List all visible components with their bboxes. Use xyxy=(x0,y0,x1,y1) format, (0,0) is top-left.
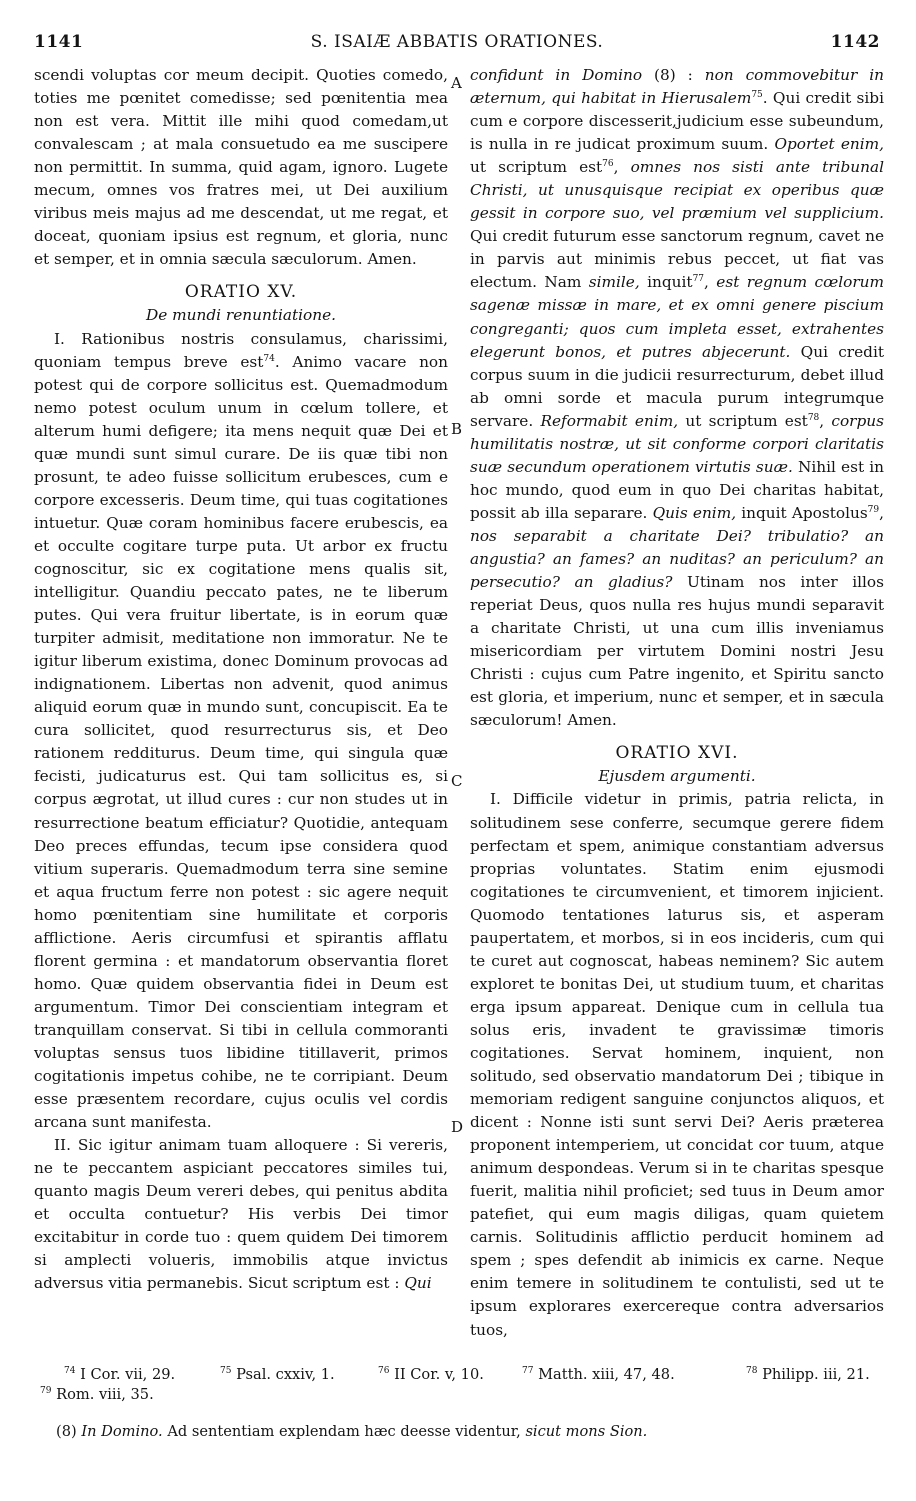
r1-italic2: non commovebitur in æternum, qui habitat in Hierusalem xyxy=(470,66,884,108)
r5-italic2: nos separabit a charitate Dei? tribulatio? an angustia? an fames? an nuditas? an periculum? an persecutio? an gladius? xyxy=(470,526,884,592)
r5-italic: Quis enim, xyxy=(652,503,737,522)
r2-text2: , xyxy=(613,158,631,177)
footnote-74 xyxy=(64,1365,175,1385)
r4-text: Qui credit corpus suum in die judicii resurrecturum, debet illud ab omni sorde et macula purum integrumque servare. xyxy=(470,342,884,430)
running-title: S. ISAIÆ ABBATIS ORATIONES. xyxy=(310,32,604,52)
r5-text: Nihil est in hoc mundo, quod eum in quo Dei charitas habitat, possit ab illa separare. xyxy=(470,457,884,522)
footnote-77-text: Matth. xiii, 47, 48. xyxy=(533,1366,675,1383)
footnote-ref-79: 79 xyxy=(867,504,880,515)
oration-xv-paragraph-1 xyxy=(34,328,448,1135)
footnote-line-2 xyxy=(34,1385,880,1405)
r5-text3: , xyxy=(879,503,884,522)
r3-text2: inquit xyxy=(639,273,693,292)
footnote-76-num: 76 xyxy=(378,1366,390,1377)
footnote-79-text: Rom. viii, 35. xyxy=(51,1386,154,1403)
footnote-ref-76: 76 xyxy=(602,159,614,170)
para1-text-a: I. Rationibus nostris consulamus, charissimi, quoniam tempus breve est xyxy=(34,329,448,371)
critical-note-text: Ad sententiam explendam hæc deesse videntur, xyxy=(162,1423,526,1440)
footnote-line-1 xyxy=(34,1365,880,1385)
r1-italic: confidunt in Domino xyxy=(470,66,643,84)
r4-italic: Reformabit enim, xyxy=(540,411,679,430)
right-column xyxy=(470,64,884,1342)
r2-italic2: omnes nos sisti ante tribunal Christi, ut unusquisque recipiat ex operibus quæ gessit in corpore suo, vel præmium vel supplicium. xyxy=(470,158,884,223)
page-number-left: 1141 xyxy=(34,32,84,52)
r5-text2: inquit Apostolus xyxy=(736,503,868,522)
footnote-78-num: 78 xyxy=(746,1366,758,1377)
footnote-ref-78: 78 xyxy=(807,412,820,423)
right-paragraph-continuation xyxy=(470,64,884,732)
running-header xyxy=(34,32,880,58)
footnote-75-text: Psal. cxxiv, 1. xyxy=(231,1366,335,1383)
para1-text-b: . Animo vacare non potest qui de corpore sollicitus est. Quemadmodum nemo potest oculum unum in cœlum tollere, et alterum humi defigere; ita mens nequit quæ Dei et quæ mundi sunt simul curare. De iis quæ tibi non prosunt, te adeo fuisse sollicitum erubesces, cum e corpore excesseris. Deum time, qui tuas cogitationes intuetur. Quæ coram hominibus facere erubescis, ea et occulte cogitare turpe puta. Ut arbor ex fructu cognoscitur, sic ex cogitatione mens qualis sit, intelligitur. Quandiu peccato pates, ne te liberum putes. Qui vera fruitur libertate, is in eorum quæ turpiter admisit, meditatione non immoratur. Ne te igitur liberum existima, donec Dominum provocas ad indignationem. Libertas non advenit, quod animus aliquid eorum quæ in mundo sunt, concupiscit. Ea te cura sollicitet, quod resurrecturus sis, et Deo rationem redditurus. Deum time, qui singula quæ fecisti, judicaturus est. Qui tam sollicitus es, si corpus ægrotat, ut illud cures : cur non studes ut in resurrectione beatum efficiatur? Quotidie, antequam Deo preces effundas, tecum ipse considera quod vitium superaris. Quemadmodum terra sine semine et aqua fructum ferre non potest : sic agere nequit homo pœnitentiam sine humilitate et corporis afflictione. Aeris circumfusi et spirantis afflatu florent germina : et mandatorum observantia floret homo. Quæ quidem observantia fidei in Deum est argumentum. Timor Dei conscientiam integram et tranquillam conservat. Si tibi in cellula commoranti voluptas sensus tuos libidine titillaverit, primos cogitationis impetus cohibe, ne te corripiant. Deum esse præsentem recordare, cujus oculis vel cordis arcana sunt manifesta. xyxy=(34,352,448,1132)
oration-xv-title: ORATIO XV. xyxy=(184,282,298,303)
footnote-79 xyxy=(40,1385,154,1405)
left-column xyxy=(34,64,448,1295)
r3-italic: simile, xyxy=(588,273,640,292)
oration-xv-paragraph-2 xyxy=(34,1134,448,1295)
r1-note: (8) : xyxy=(642,66,705,84)
footnote-75 xyxy=(220,1365,335,1385)
r1-text: . Qui credit sibi cum e corpore discesserit,judicium esse subeundum, is nulla in re judicat proximum suum. xyxy=(470,89,884,154)
critical-note-italic: sicut mons Sion. xyxy=(525,1423,648,1440)
footnote-ref-75: 75 xyxy=(751,89,763,100)
footnote-ref-77: 77 xyxy=(692,274,705,285)
para2-italic: Qui xyxy=(404,1274,432,1293)
footnote-78 xyxy=(746,1365,870,1385)
oration-xv-subtitle: De mundi renuntiatione. xyxy=(145,306,337,325)
margin-marker-c: C xyxy=(451,772,463,790)
footnote-77 xyxy=(522,1365,675,1385)
margin-marker-a: A xyxy=(451,74,462,92)
r3-italic2: est regnum cœlorum sagenæ missæ in mare, et ex omni genere piscium congreganti; quos cum impleta esset, extrahentes elegerunt bonos, et putres abjecerunt. xyxy=(470,273,884,361)
footnote-75-num: 75 xyxy=(220,1366,232,1377)
r2-text: ut scriptum est xyxy=(470,158,603,177)
margin-marker-d: D xyxy=(451,1118,464,1136)
r3-text3: , xyxy=(704,273,717,292)
footnote-78-text: Philipp. iii, 21. xyxy=(757,1366,870,1383)
r6-text: Utinam nos inter illos reperiat Deus, quos nulla res hujus mundi separavit a charitate Christi, ut una cum illis inveniamus misericordiam per virtutem Domini nostri Jesu Christi : cujus cum Patre ingenito, et Spiritu sancto est gloria, et imperium, nunc et semper, et in sæcula sæculorum! Amen. xyxy=(470,573,884,730)
critical-note-lemma: In Domino. xyxy=(81,1423,163,1440)
oration-xvi-title: ORATIO XVI. xyxy=(615,743,739,764)
margin-marker-b: B xyxy=(451,420,463,438)
footnote-74-num: 74 xyxy=(64,1366,76,1377)
oration-xvi-paragraph-1: I. Difficile videtur in primis, patria relicta, in solitudinem sese conferre, secumque gerere fidem perfectam et spem, animique constantiam adversus proprias voluntates. Statim enim ejusmodi cogitationes te circumvenient, et timorem injicient. Quomodo tentationes laturus sis, et asperam paupertatem, et morbos, si in eos incideris, cum qui te curet aut cognoscat, habeas neminem? Sic autem exploret te bonitas Dei, ut studium tuum, et charitas erga ipsum appareat. Denique cum in cellula tua solus eris, invadent te gravissimæ timoris cogitationes. Servat hominem, inquient, non solitudo, sed observatio mandatorum Dei ; tibique in memoriam redigent sanguine conjunctos aliquos, et dicent : Nonne isti sunt servi Dei? Aeris præterea proponent intemperiem, ut concidat cor tuum, atque animum despondeas. Verum si in te charitas spesque fuerit, malitia nihil proficiet; sed tuus in Deum amor patefiet, qui eum magis diligas, quam quietem carnis. Solitudinis afflictio perducit hominem ad spem ; spes defendit ab inimicis ex carne. Neque enim temere in solitudinem te contulisti, sed ut te ipsum explorares exercereque contra adversarios tuos, xyxy=(470,790,884,1339)
r2-italic: Oportet enim, xyxy=(774,135,884,154)
intro-paragraph: scendi voluptas cor meum decipit. Quoties comedo, toties me pœnitet comedisse; sed pœnitentia mea non est vera. Mittit ille mihi quod comedam,ut convalescam ; at mala consuetudo ea me suscipere non permittit. In summa, quid agam, ignoro. Lugete mecum, omnes vos fratres mei, ut Dei auxilium viribus meis majus ad me descendat, ut me regat, et doceat, quoniam ipsius est regnum, et gloria, nunc et semper, et in omnia sæcula sæculorum. Amen. xyxy=(34,66,448,269)
footnote-77-num: 77 xyxy=(522,1366,534,1377)
footnote-ref-74: 74 xyxy=(263,353,275,364)
para2-text: II. Sic igitur animam tuam alloquere : Si vereris, ne te peccantem aspiciant peccatores similes tui, quanto magis Deum vereri debes, qui penitus abdita et occulta contuetur? His verbis Dei timor excitabitur in corde tuo : quem quidem Dei timorem si amplecti volueris, immobilis atque invictus adversus vitia permanebis. Sicut scriptum est : xyxy=(34,1136,448,1293)
footnote-76 xyxy=(378,1365,484,1385)
r4-italic2: corpus humilitatis nostræ, ut sit conforme corpori claritatis suæ secundum operationem virtutis suæ. xyxy=(470,411,884,476)
footnotes xyxy=(34,1365,880,1405)
r4-text2: ut scriptum est xyxy=(678,411,808,430)
footnote-74-text: I Cor. vii, 29. xyxy=(75,1366,176,1383)
critical-note-number: (8) xyxy=(56,1423,77,1440)
r3-text: Qui credit futurum esse sanctorum regnum, cavet ne in parvis aut minimis rebus peccet, ut fiat vas electum. Nam xyxy=(470,227,884,292)
oration-xvi-subtitle: Ejusdem argumenti. xyxy=(598,767,756,786)
page-number-right: 1142 xyxy=(830,32,880,52)
critical-note xyxy=(56,1422,876,1442)
footnote-76-text: II Cor. v, 10. xyxy=(389,1366,484,1383)
footnote-79-num: 79 xyxy=(40,1386,52,1397)
r4-text3: , xyxy=(819,411,832,430)
